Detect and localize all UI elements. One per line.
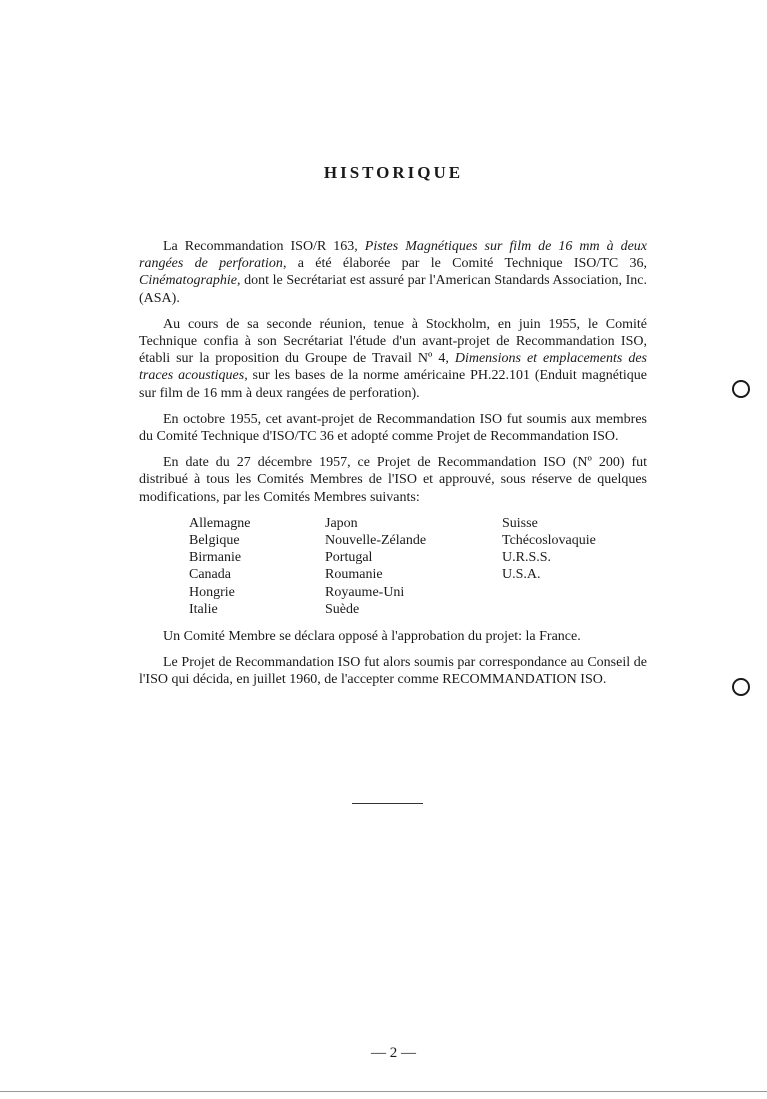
punch-hole-bottom [732, 678, 750, 696]
page-title: HISTORIQUE [323, 163, 464, 182]
country-name: Birmanie [189, 550, 242, 566]
document-body [139, 238, 647, 698]
text-run: La Recommandation ISO/R 163, [163, 239, 365, 254]
text-run: En date du 27 décembre 1957, ce Projet de Recommandation ISO (Nº 200) fut distribué à tous les Comités Membres de l'ISO et approuvé, sous réserve de quelques modifications, par les Comités Membres suivants: [139, 455, 647, 505]
country-name: Allemagne [189, 515, 251, 531]
italic-text: Pistes Magnétiques sur film de 16 mm à deux rangées de perforation [139, 239, 648, 272]
country-name: Italie [189, 601, 218, 617]
country-name: Belgique [189, 533, 240, 549]
country-name: Japon [325, 515, 358, 531]
country-name: Roumanie [325, 567, 383, 583]
countries-column [325, 515, 502, 618]
country-name: Suède [325, 601, 360, 617]
country-name: Canada [189, 567, 231, 583]
page-number: — 2 — [371, 1045, 416, 1061]
text-run: , sur les bases de la norme américaine PH.22.101 (Enduit magnétique sur film de 16 mm à deux rangées de perforation). [139, 368, 647, 401]
paragraph [139, 238, 647, 307]
countries-column [502, 515, 642, 618]
italic-text: Dimensions et emplacements des traces acoustiques [139, 351, 647, 384]
country-name: Royaume-Uni [325, 584, 405, 600]
italic-text: Cinématographie [139, 273, 237, 289]
paragraph-opposed: Un Comité Membre se déclara opposé à l'approbation du projet: la France. [163, 628, 581, 644]
page-bottom-edge [0, 1091, 767, 1092]
country-name: U.S.A. [502, 567, 541, 583]
text-run: , a été élaborée par le Comité Technique ISO/TC 36, [282, 256, 647, 272]
countries-list [189, 515, 647, 618]
text-run: , dont le Secrétariat est assuré par l'American Standards Association, Inc. (ASA). [139, 273, 647, 306]
paragraph [139, 411, 647, 445]
text-run: Au cours de sa seconde réunion, tenue à Stockholm, en juin 1955, le Comité Technique confia à son Secrétariat l'étude d'un avant-projet de Recommandation ISO, établi sur la proposition du Groupe de Travail Nº 4, [139, 316, 647, 367]
country-name: Suisse [502, 515, 538, 531]
paragraph-final: Le Projet de Recommandation ISO fut alors soumis par correspondance au Conseil de l'ISO qui décida, en juillet 1960, de l'accepter comme RECOMMANDATION ISO. [139, 655, 647, 688]
paragraph [139, 454, 647, 506]
country-name: U.R.S.S. [502, 550, 552, 566]
punch-hole-top [732, 380, 750, 398]
country-name: Tchécoslovaquie [502, 533, 596, 549]
separator-rule [352, 803, 423, 804]
country-name: Portugal [325, 550, 373, 566]
country-name: Hongrie [189, 584, 235, 600]
paragraph [139, 316, 647, 402]
countries-column [189, 515, 325, 618]
text-run: En octobre 1955, cet avant-projet de Recommandation ISO fut soumis aux membres du Comité Technique d'ISO/TC 36 et adopté comme Projet de Recommandation ISO. [139, 411, 647, 445]
country-name: Nouvelle-Zélande [325, 533, 427, 549]
